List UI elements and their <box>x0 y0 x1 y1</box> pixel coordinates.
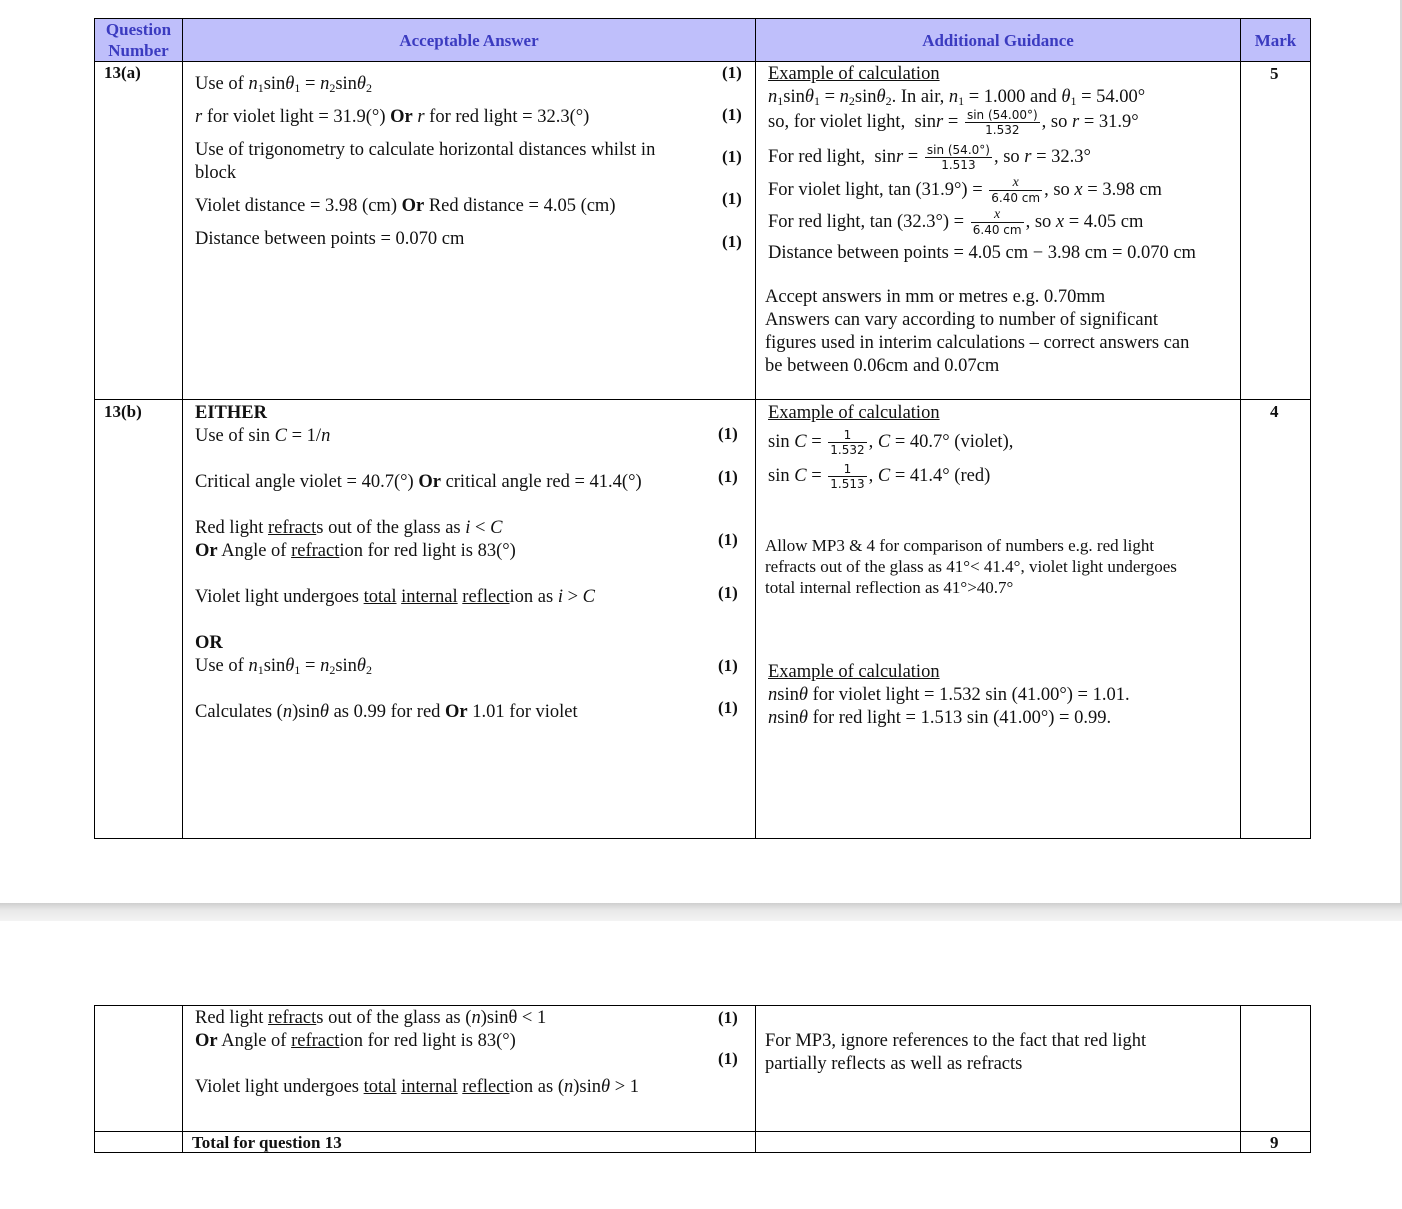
answer-13b-or-2: Calculates (n)sinθ as 0.99 for red Or 1.01 for violet <box>195 702 578 722</box>
mark-point: (1) <box>718 530 738 549</box>
header-question-number: Question Number <box>95 19 182 61</box>
accept-note-line: figures used in interim calculations – correct answers can <box>765 333 1190 353</box>
allow-note-line: total internal reflection as 41°>40.7° <box>765 578 1014 597</box>
guidance-13a-line-1: $n_1\sin\theta_1 = n_2\sin\theta_2$. In air, $n_1 = 1.000$ and $\theta_1 = 54.00^\circ$ <box>768 87 1146 108</box>
guidance-heading-13b-or: Example of calculation <box>768 662 940 682</box>
guidance-13a-line-2: so, for violet light, sinr = $\frac{\sin (54.00^\circ)}{1.532}$ , so r = 31.9° <box>768 108 1139 137</box>
mark-point: (1) <box>718 583 738 602</box>
guidance-13b-or-2: nsinθ for red light = 1.513 sin (41.00°) = 0.99. <box>768 708 1112 728</box>
answer-13a-5: Distance between points = 0.070 cm <box>195 229 465 249</box>
mark-point: (1) <box>722 147 742 166</box>
answer-13a-2: r for violet light = 31.9(°) Or r for red light = 32.3(°) <box>195 107 590 127</box>
total-mark: 9 <box>1270 1133 1279 1152</box>
guidance-13b-calc-2: sin C = $\frac{1}{1.513}$ , C = 41.4° (red) <box>768 462 991 491</box>
guidance-heading-13a: Example of calculation <box>768 64 940 84</box>
total-label: Total for question 13 <box>192 1133 342 1152</box>
mark-point: (1) <box>722 63 742 82</box>
column-rule <box>182 18 183 839</box>
mark-point: (1) <box>718 424 738 443</box>
header-rule <box>94 61 1311 62</box>
answer-13a-1: Use of $n_1\sin\theta_1 = n_2\sin\theta_2$ <box>195 74 372 95</box>
continuation-note-line: For MP3, ignore references to the fact that red light <box>765 1031 1147 1051</box>
continuation-answer-3: Violet light undergoes total internal reflection as (n)sinθ > 1 <box>195 1077 640 1097</box>
guidance-13a-line-6: Distance between points = 4.05 cm − 3.98 cm = 0.070 cm <box>768 243 1196 263</box>
guidance-13a-line-5: For red light, tan (32.3°) = $\frac{x}{6.40 cm}$ , so x = 4.05 cm <box>768 207 1144 237</box>
answer-13b-2: Critical angle violet = 40.7(°) Or critical angle red = 41.4(°) <box>195 472 642 492</box>
guidance-heading-13b: Example of calculation <box>768 403 940 423</box>
header-additional-guidance: Additional Guidance <box>756 19 1240 61</box>
question-number-13b: 13(b) <box>104 402 142 421</box>
continuation-note-line: partially reflects as well as refracts <box>765 1054 1023 1074</box>
allow-note-line: Allow MP3 & 4 for comparison of numbers e.g. red light <box>765 536 1155 555</box>
mark-point: (1) <box>722 105 742 124</box>
question-number-13a: 13(a) <box>104 63 141 82</box>
header-acceptable-answer: Acceptable Answer <box>183 19 755 61</box>
mark-point: (1) <box>718 1008 738 1027</box>
continuation-answer-1: Red light refracts out of the glass as (n)sinθ < 1 <box>195 1008 547 1028</box>
guidance-13a-line-3: For red light, sinr = $\frac{\sin (54.0^\circ)}{1.513}$ , so r = 32.3° <box>768 143 1091 172</box>
answer-13b-or-1: Use of $n_1\sin\theta_1 = n_2\sin\theta_2$ <box>195 656 372 677</box>
column-rule <box>1240 18 1241 839</box>
answer-13a-3: Use of trigonometry to calculate horizontal distances whilst in block <box>195 140 656 183</box>
mark-point: (1) <box>722 189 742 208</box>
answer-13b-3b: Or Angle of refraction for red light is 83(°) <box>195 541 516 561</box>
mark-point: (1) <box>718 467 738 486</box>
mark-13b: 4 <box>1270 402 1279 421</box>
page-2 <box>0 921 1402 1209</box>
guidance-13b-or-1: nsinθ for violet light = 1.532 sin (41.00°) = 1.01. <box>768 685 1130 705</box>
mark-point: (1) <box>718 698 738 717</box>
total-row-rule <box>94 1131 1311 1132</box>
mark-point: (1) <box>718 1049 738 1068</box>
row-divider <box>94 399 1311 400</box>
allow-note-line: refracts out of the glass as 41°< 41.4°, violet light undergoes <box>765 557 1177 576</box>
continuation-answer-2: Or Angle of refraction for red light is 83(°) <box>195 1031 516 1051</box>
accept-note-line: Answers can vary according to number of significant <box>765 310 1158 330</box>
mark-13a: 5 <box>1270 64 1279 83</box>
page-break <box>0 903 1402 921</box>
mark-point: (1) <box>722 232 742 251</box>
answer-13b-4: Violet light undergoes total internal reflection as i > C <box>195 587 596 607</box>
either-label: EITHER <box>195 403 267 423</box>
answer-13b-3a: Red light refracts out of the glass as i < C <box>195 518 503 538</box>
accept-note-line: Accept answers in mm or metres e.g. 0.70mm <box>765 287 1106 307</box>
column-rule <box>755 18 756 839</box>
guidance-13a-line-4: For violet light, tan (31.9°) = $\frac{x}{6.40 cm}$ , so x = 3.98 cm <box>768 175 1162 205</box>
header-mark: Mark <box>1241 19 1310 61</box>
or-label: OR <box>195 633 223 653</box>
accept-note-line: be between 0.06cm and 0.07cm <box>765 356 1000 376</box>
guidance-13b-calc-1: sin C = $\frac{1}{1.532}$ , C = 40.7° (violet), <box>768 428 1014 457</box>
answer-13a-4: Violet distance = 3.98 (cm) Or Red distance = 4.05 (cm) <box>195 196 616 216</box>
answer-13b-1: Use of sin C = 1/n <box>195 426 331 446</box>
mark-point: (1) <box>718 656 738 675</box>
